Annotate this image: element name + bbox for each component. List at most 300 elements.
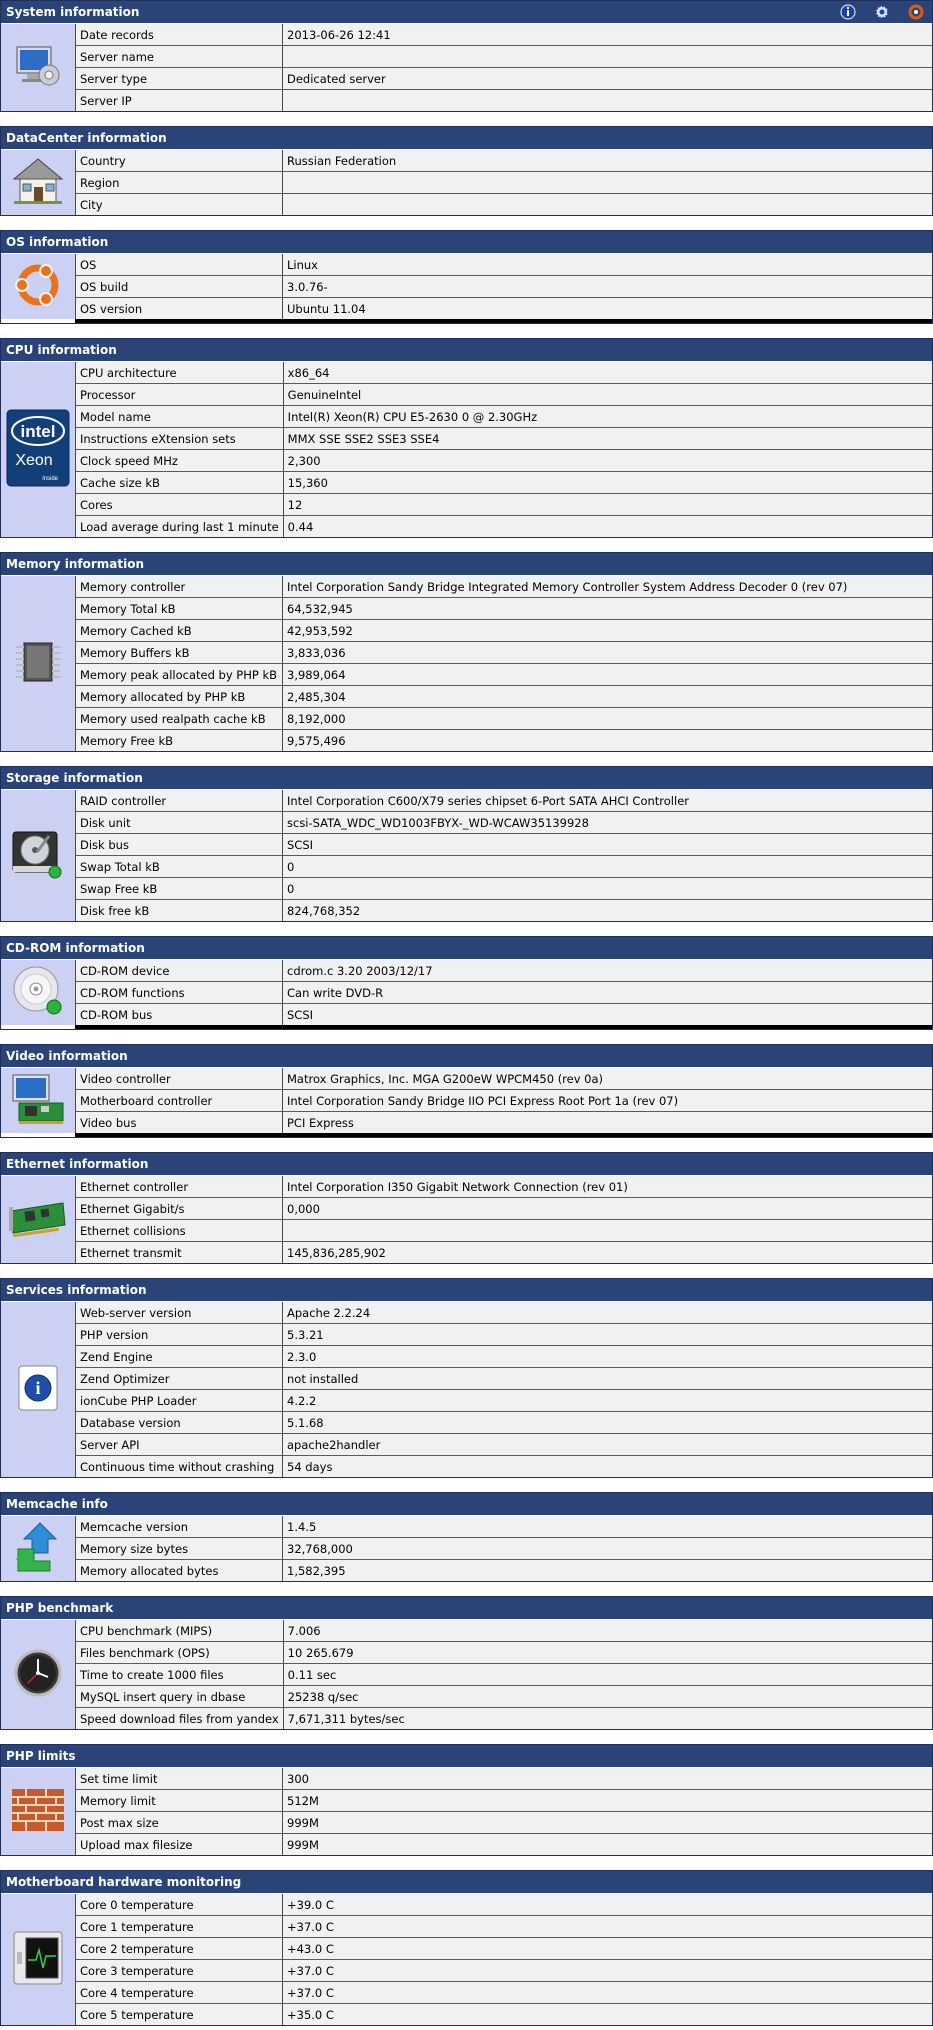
section-icon-cell (1, 1620, 76, 1729)
row-label: Core 3 temperature (76, 1960, 283, 1982)
memory-chip-icon (12, 637, 64, 690)
svg-text:Xeon: Xeon (15, 452, 53, 469)
row-value: Ubuntu 11.04 (283, 298, 933, 320)
row-value: 999M (283, 1812, 933, 1834)
table-row (76, 1982, 932, 2004)
section-icon-cell (1, 1516, 76, 1581)
row-label: Files benchmark (OPS) (76, 1642, 283, 1664)
section-icon-cell (1, 362, 76, 537)
section-body (1, 1068, 932, 1133)
table-row (76, 982, 932, 1004)
section-title-text: CD-ROM information (6, 941, 145, 955)
row-value: PCI Express (283, 1112, 933, 1134)
section-body (1, 1894, 932, 2025)
table-row (76, 150, 932, 172)
row-label: Disk bus (76, 834, 283, 856)
section-icon-cell (1, 576, 76, 751)
row-label: Load average during last 1 minute (76, 516, 283, 538)
row-value: 32,768,000 (283, 1538, 933, 1560)
table-row (76, 1412, 932, 1434)
section-php-benchmark (0, 1596, 933, 1730)
section-title-text: Memcache info (6, 1497, 108, 1511)
table-row (76, 1368, 932, 1390)
row-label: CD-ROM functions (76, 982, 283, 1004)
table-row (76, 878, 932, 900)
section-title (1, 937, 932, 960)
section-title (1, 339, 932, 362)
section-body (1, 1516, 932, 1581)
row-label: RAID controller (76, 790, 283, 812)
row-label: Server name (76, 46, 283, 68)
row-label: Disk free kB (76, 900, 283, 922)
row-value: 3,833,036 (283, 642, 933, 664)
row-label: Memory allocated by PHP kB (76, 686, 283, 708)
row-label: OS (76, 254, 283, 276)
row-value: 5.3.21 (283, 1324, 933, 1346)
section-icon-cell (1, 254, 76, 319)
row-value: SCSI (283, 1004, 933, 1026)
table-row (76, 494, 932, 516)
section-services-information (0, 1278, 933, 1478)
section-title (1, 1493, 932, 1516)
table-row (76, 1642, 932, 1664)
table-row (76, 1768, 932, 1790)
table-row (76, 1242, 932, 1264)
section-icon-cell (1, 1068, 76, 1133)
table-row (76, 362, 932, 384)
section-icon-cell (1, 1302, 76, 1477)
section-video-information (0, 1044, 933, 1138)
table-row (76, 1068, 932, 1090)
section-title-text: PHP limits (6, 1749, 76, 1763)
section-title-text: Services information (6, 1283, 147, 1297)
row-value: Linux (283, 254, 933, 276)
row-label: Core 4 temperature (76, 1982, 283, 2004)
row-value: 2.3.0 (283, 1346, 933, 1368)
row-value: 3.0.76- (283, 276, 933, 298)
row-label: Clock speed MHz (76, 450, 283, 472)
table-row (76, 1664, 932, 1686)
table-row (76, 576, 932, 598)
table-row (76, 1176, 932, 1198)
row-value: +37.0 C (283, 1960, 933, 1982)
table-row (76, 686, 932, 708)
row-label: Processor (76, 384, 283, 406)
section-body (1, 960, 932, 1025)
row-value: 4.2.2 (283, 1390, 933, 1412)
info-table (76, 790, 932, 921)
row-label: Cache size kB (76, 472, 283, 494)
row-value: 7,671,311 bytes/sec (283, 1708, 932, 1730)
section-body (1, 254, 932, 319)
row-label: CD-ROM bus (76, 1004, 283, 1026)
table-row (76, 68, 932, 90)
section-icon-cell (1, 1768, 76, 1855)
section-body (1, 1302, 932, 1477)
table-row (76, 1708, 932, 1730)
row-label: Core 2 temperature (76, 1938, 283, 1960)
row-label: Ethernet collisions (76, 1220, 283, 1242)
row-label: Memory Buffers kB (76, 642, 283, 664)
section-icon-cell (1, 790, 76, 921)
row-label: Set time limit (76, 1768, 283, 1790)
section-icon-cell (1, 24, 76, 111)
table-row (76, 1324, 932, 1346)
table-row (76, 1302, 932, 1324)
row-label: Disk unit (76, 812, 283, 834)
info-table (76, 1068, 932, 1133)
cdrom-disc-icon (10, 963, 66, 1022)
activity-monitor-icon (12, 1930, 64, 1989)
section-body (1, 1768, 932, 1855)
section-title (1, 1045, 932, 1068)
section-title-text: Motherboard hardware monitoring (6, 1875, 242, 1889)
row-label: Memory Total kB (76, 598, 283, 620)
row-label: Memory used realpath cache kB (76, 708, 283, 730)
row-value: 12 (283, 494, 932, 516)
network-card-icon (7, 1197, 69, 1242)
section-title (1, 1597, 932, 1620)
svg-text:i: i (35, 1378, 41, 1398)
section-ethernet-information (0, 1152, 933, 1264)
table-row (76, 1112, 932, 1134)
section-title (1, 1153, 932, 1176)
brick-wall-icon (10, 1787, 66, 1836)
refresh-tool-icon[interactable] (908, 4, 924, 20)
table-row (76, 620, 932, 642)
row-label: Upload max filesize (76, 1834, 283, 1856)
row-value: Matrox Graphics, Inc. MGA G200eW WPCM450 (rev 0a) (283, 1068, 933, 1090)
section-title-text: OS information (6, 235, 109, 249)
row-label: Swap Free kB (76, 878, 283, 900)
row-label: CPU architecture (76, 362, 283, 384)
section-title-text: Memory information (6, 557, 145, 571)
svg-text:inside: inside (42, 476, 58, 482)
row-value: Intel Corporation I350 Gigabit Network Connection (rev 01) (283, 1176, 933, 1198)
row-label: Memory Free kB (76, 730, 283, 752)
section-title-text: PHP benchmark (6, 1601, 114, 1615)
row-value: 2013-06-26 12:41 (283, 24, 933, 46)
table-row (76, 1894, 932, 1916)
row-label: Date records (76, 24, 283, 46)
row-label: Core 5 temperature (76, 2004, 283, 2026)
computer-settings-icon (13, 41, 63, 94)
section-icon-cell (1, 960, 76, 1025)
section-title (1, 1279, 932, 1302)
table-row (76, 1220, 932, 1242)
row-label: Cores (76, 494, 283, 516)
row-label: Server API (76, 1434, 283, 1456)
table-row (76, 254, 932, 276)
row-value: 0 (283, 856, 933, 878)
table-row (76, 598, 932, 620)
section-title (1, 127, 932, 150)
section-title-text: System information (6, 5, 140, 19)
section-title (1, 1, 932, 24)
table-row (76, 960, 932, 982)
table-row (76, 1198, 932, 1220)
row-value: 64,532,945 (283, 598, 933, 620)
row-value: 42,953,592 (283, 620, 933, 642)
row-label: Model name (76, 406, 283, 428)
info-icon (16, 1363, 60, 1416)
header-toolbar (840, 4, 924, 20)
info-tool-icon[interactable] (840, 4, 856, 20)
table-row (76, 1916, 932, 1938)
section-bottom-rule (75, 319, 932, 323)
row-label: Database version (76, 1412, 283, 1434)
table-row (76, 516, 932, 538)
row-value: 824,768,352 (283, 900, 933, 922)
section-title-text: Video information (6, 1049, 128, 1063)
row-value: 3,989,064 (283, 664, 933, 686)
table-row (76, 1790, 932, 1812)
table-row (76, 472, 932, 494)
row-label: Core 0 temperature (76, 1894, 283, 1916)
row-value: cdrom.c 3.20 2003/12/17 (283, 960, 933, 982)
info-table (76, 150, 932, 215)
section-bottom-rule (75, 1133, 932, 1137)
table-row (76, 1938, 932, 1960)
table-row (76, 1812, 932, 1834)
row-label: OS version (76, 298, 283, 320)
row-value: +39.0 C (283, 1894, 933, 1916)
table-row (76, 172, 932, 194)
section-title-text: Storage information (6, 771, 143, 785)
section-title (1, 1871, 932, 1894)
table-row (76, 194, 932, 216)
row-value (283, 194, 933, 216)
row-value (283, 90, 933, 112)
table-row (76, 708, 932, 730)
info-table (76, 1768, 932, 1855)
section-title (1, 767, 932, 790)
row-value: SCSI (283, 834, 933, 856)
info-table (76, 254, 932, 319)
section-title-text: CPU information (6, 343, 117, 357)
row-label: Region (76, 172, 283, 194)
section-cpu-information (0, 338, 933, 538)
row-value: 7.006 (283, 1620, 932, 1642)
row-label: City (76, 194, 283, 216)
section-body (1, 576, 932, 751)
table-row (76, 834, 932, 856)
section-php-limits (0, 1744, 933, 1856)
table-row (76, 1434, 932, 1456)
svg-text:intel: intel (20, 422, 56, 441)
table-row (76, 24, 932, 46)
row-value: Intel Corporation Sandy Bridge IIO PCI Express Root Port 1a (rev 07) (283, 1090, 933, 1112)
row-value: 0 (283, 878, 933, 900)
row-value: Dedicated server (283, 68, 933, 90)
row-label: Time to create 1000 files (76, 1664, 283, 1686)
table-row (76, 1346, 932, 1368)
info-table (76, 1302, 932, 1477)
row-value: Russian Federation (283, 150, 933, 172)
row-value: 145,836,285,902 (283, 1242, 933, 1264)
row-label: Zend Optimizer (76, 1368, 283, 1390)
row-value: 15,360 (283, 472, 932, 494)
row-label: Memory size bytes (76, 1538, 283, 1560)
table-row (76, 1004, 932, 1026)
row-value: 0.11 sec (283, 1664, 932, 1686)
section-memcache-info (0, 1492, 933, 1582)
row-value: x86_64 (283, 362, 932, 384)
row-label: CD-ROM device (76, 960, 283, 982)
section-title (1, 1745, 932, 1768)
table-row (76, 276, 932, 298)
info-table (76, 24, 932, 111)
table-row (76, 856, 932, 878)
row-label: Motherboard controller (76, 1090, 283, 1112)
row-value: 8,192,000 (283, 708, 933, 730)
row-label: OS build (76, 276, 283, 298)
hard-drive-icon (9, 826, 67, 885)
video-card-icon (9, 1071, 67, 1130)
info-table (76, 362, 932, 537)
row-value: +37.0 C (283, 1916, 933, 1938)
row-value: 1.4.5 (283, 1516, 933, 1538)
house-icon (10, 155, 66, 210)
row-label: Memory limit (76, 1790, 283, 1812)
row-label: Core 1 temperature (76, 1916, 283, 1938)
row-value: +37.0 C (283, 1982, 933, 2004)
row-value: 2,300 (283, 450, 932, 472)
table-row (76, 790, 932, 812)
table-row (76, 1390, 932, 1412)
section-title-text: Ethernet information (6, 1157, 149, 1171)
clock-icon (12, 1647, 64, 1702)
table-row (76, 450, 932, 472)
settings-tool-icon[interactable] (874, 4, 890, 20)
row-label: Memory allocated bytes (76, 1560, 283, 1582)
table-row (76, 1456, 932, 1478)
section-title (1, 231, 932, 254)
row-label: MySQL insert query in dbase (76, 1686, 283, 1708)
row-value: Intel Corporation C600/X79 series chipset 6-Port SATA AHCI Controller (283, 790, 933, 812)
table-row (76, 90, 932, 112)
row-label: Memory controller (76, 576, 283, 598)
section-body (1, 362, 932, 537)
table-row (76, 1620, 932, 1642)
table-row (76, 2004, 932, 2026)
section-body (1, 150, 932, 215)
section-icon-cell (1, 150, 76, 215)
table-row (76, 1516, 932, 1538)
row-label: Continuous time without crashing (76, 1456, 283, 1478)
row-value: 300 (283, 1768, 933, 1790)
table-row (76, 1090, 932, 1112)
intel-xeon-logo-icon (6, 409, 70, 490)
row-value: 0,000 (283, 1198, 933, 1220)
row-label: Country (76, 150, 283, 172)
info-table (76, 1894, 932, 2025)
table-row (76, 1686, 932, 1708)
section-title-text: DataCenter information (6, 131, 167, 145)
ubuntu-logo-icon (11, 258, 65, 315)
row-value: Can write DVD-R (283, 982, 933, 1004)
info-table (76, 1176, 932, 1263)
table-row (76, 812, 932, 834)
row-value: 0.44 (283, 516, 932, 538)
table-row (76, 46, 932, 68)
table-row (76, 642, 932, 664)
row-value: 2,485,304 (283, 686, 933, 708)
row-value: 9,575,496 (283, 730, 933, 752)
row-label: PHP version (76, 1324, 283, 1346)
section-title (1, 553, 932, 576)
row-value: 5.1.68 (283, 1412, 933, 1434)
info-table (76, 576, 932, 751)
row-value: +35.0 C (283, 2004, 933, 2026)
row-value: 999M (283, 1834, 933, 1856)
section-storage-information (0, 766, 933, 922)
section-bottom-rule (75, 1025, 932, 1029)
info-table (76, 1620, 932, 1729)
row-label: Server IP (76, 90, 283, 112)
row-label: Ethernet transmit (76, 1242, 283, 1264)
row-value: not installed (283, 1368, 933, 1390)
table-row (76, 664, 932, 686)
section-motherboard-hardware-monitoring (0, 1870, 933, 2026)
row-label: Video bus (76, 1112, 283, 1134)
info-table (76, 960, 932, 1025)
row-label: Memory Cached kB (76, 620, 283, 642)
row-value: MMX SSE SSE2 SSE3 SSE4 (283, 428, 932, 450)
row-value: 25238 q/sec (283, 1686, 932, 1708)
row-value: Apache 2.2.24 (283, 1302, 933, 1324)
table-row (76, 730, 932, 752)
section-system-information (0, 0, 933, 112)
row-label: CPU benchmark (MIPS) (76, 1620, 283, 1642)
section-datacenter-information (0, 126, 933, 216)
table-row (76, 1834, 932, 1856)
table-row (76, 1560, 932, 1582)
row-value: Intel(R) Xeon(R) CPU E5-2630 0 @ 2.30GHz (283, 406, 932, 428)
row-label: Video controller (76, 1068, 283, 1090)
row-label: Memcache version (76, 1516, 283, 1538)
section-memory-information (0, 552, 933, 752)
row-value: apache2handler (283, 1434, 933, 1456)
row-value (283, 172, 933, 194)
section-os-information (0, 230, 933, 324)
row-label: Web-server version (76, 1302, 283, 1324)
row-value: 1,582,395 (283, 1560, 933, 1582)
table-row (76, 900, 932, 922)
row-label: Swap Total kB (76, 856, 283, 878)
table-row (76, 298, 932, 320)
row-label: Ethernet Gigabit/s (76, 1198, 283, 1220)
row-value: 512M (283, 1790, 933, 1812)
section-icon-cell (1, 1176, 76, 1263)
row-value: +43.0 C (283, 1938, 933, 1960)
section-body (1, 24, 932, 111)
row-value: 10 265.679 (283, 1642, 932, 1664)
row-label: Post max size (76, 1812, 283, 1834)
row-label: Instructions eXtension sets (76, 428, 283, 450)
row-label: Ethernet controller (76, 1176, 283, 1198)
row-label: Speed download files from yandex (76, 1708, 283, 1730)
row-value: scsi-SATA_WDC_WD1003FBYX-_WD-WCAW35139928 (283, 812, 933, 834)
section-body (1, 1176, 932, 1263)
row-value: 54 days (283, 1456, 933, 1478)
section-icon-cell (1, 1894, 76, 2025)
info-table (76, 1516, 932, 1581)
row-value (283, 1220, 933, 1242)
table-row (76, 406, 932, 428)
table-row (76, 1538, 932, 1560)
row-value: Intel Corporation Sandy Bridge Integrated Memory Controller System Address Decoder 0 (rev 07) (283, 576, 933, 598)
